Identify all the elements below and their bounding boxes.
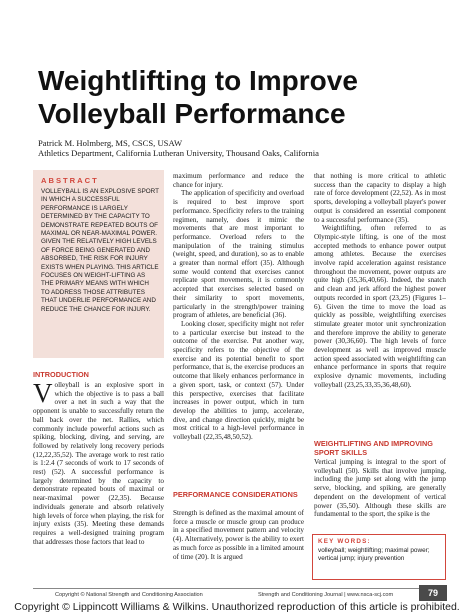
column-three-paragraph: Weightlifting, often referred to as Olympic-style lifting, is one of the most accepted methods to enhance power output among athletes. Because the exercises involve rapid acceleration against resistance throughout the movement, power outputs are quite high (35,36,40,66). Indeed, the snatch and clean and jerk afford the highest power outputs recorded in sport (23,25) (Figures 1–6). Given the time to move the load as quickly as possible, weightlifting exercises stimulate greater motor unit synchronization and therefore improve the ability to generate power (30,36,60). The high levels of force development as well as improved muscle action speed associated with weightlifting can enhance performance in sports that require explosive dynamic movements, including volleyball (23,25,33,35,36,48,60). bbox=[314, 224, 446, 389]
column-two-paragraph: The application of specificity and overload is required to best improve sport performance. Specificity refers to the training regimen, namely, does it mimic the movements that are most important to performance. Overload refers to the manipulation of the training stimulus (weight, speed, and duration), so as to enable a greater than normal effort (35). Although some would contend that exercises cannot replicate sport movements, it is commonly accepted that exercises selected based on their similarity to sport movements, particularly in the strength/power training program of athletes, are beneficial (36). bbox=[173, 189, 304, 320]
weightlifting-skills-body bbox=[314, 458, 446, 530]
keywords-box bbox=[312, 534, 446, 580]
introduction-text: olleyball is an explosive sport in which the objective is to pass a ball over a net in such a way that the opponent is unable to successfully return the ball back over the net. Rallies, which commonly include powerful actions such as spiking, blocking, diving, and serving, are followed by relatively long recovery periods (12,22,35,52). The average work to rest ratio is 1:2.4 (7 seconds of work to 17 seconds of rest) (52). A successful performance is largely determined by the capacity to demonstrate repeated bouts of maximal or near-maximal power (22,35). Because individuals generate and absorb relatively high levels of force when playing, the risk for injury exists (35). Meeting these demands requires a well-designed training program that addresses those factors that lead to bbox=[33, 381, 164, 546]
article-title: Weightlifting to Improve Volleyball Performance bbox=[38, 65, 358, 129]
weightlifting-skills-paragraph: Vertical jumping is integral to the sport of volleyball (50). Skills that involve jumping, including the jump set along with the jump serve, blocking, and spiking, are generally dependent on the development of vertical power (35,50). Although these skills are fundamental to the sport, the spike is the bbox=[314, 458, 446, 519]
column-two-paragraph: maximum performance and reduce the chance for injury. bbox=[173, 172, 304, 189]
column-three-body bbox=[314, 172, 446, 434]
weightlifting-skills-heading: WEIGHTLIFTING AND IMPROVING SPORT SKILLS bbox=[314, 439, 433, 457]
copyright-watermark: Copyright © Lippincott Williams & Wilkins. Unauthorized reproduction of this article is prohibited. bbox=[14, 601, 460, 613]
column-two-paragraph: Looking closer, specificity might not refer to a particular exercise but instead to the outcome of the exercise. Put another way, specificity refers to the objective of the exercise and its potential benefit to sport performance, that is, the exercise produces an outcome that likely enhances performance in a given sport, task, or context (57). Under this perspective, exercises that facilitate increases in power output, which in turn develop the abilities to jump, accelerate, dive, and change direction quickly, might be most critical to a high-level performance in volleyball (22,35,48,50,52). bbox=[173, 319, 304, 442]
column-two-body bbox=[173, 172, 304, 485]
column-three-paragraph: that nothing is more critical to athletic success than the capacity to display a high rate of force development (22,52). As in most sports, developing a volleyball player's power output is considered an essential component to a successful performance (35). bbox=[314, 172, 446, 224]
affiliation-line: Athletics Department, California Lutheran University, Thousand Oaks, California bbox=[38, 148, 319, 158]
abstract-heading: ABSTRACT bbox=[41, 176, 99, 185]
introduction-body bbox=[33, 381, 164, 585]
keywords-heading: KEY WORDS: bbox=[318, 538, 371, 545]
performance-heading: PERFORMANCE CONSIDERATIONS bbox=[173, 490, 298, 499]
footer-journal: Strength and Conditioning Journal | www.nsca-scj.com bbox=[258, 592, 394, 598]
author-line: Patrick M. Holmberg, MS, CSCS, USAW bbox=[38, 138, 183, 148]
introduction-heading: INTRODUCTION bbox=[33, 370, 89, 379]
dropcap-letter: V bbox=[33, 381, 53, 408]
page-number: 79 bbox=[419, 585, 447, 601]
abstract-text: VOLLEYBALL IS AN EXPLOSIVE SPORT IN WHICH A SUCCESSFUL PERFORMANCE IS LARGELY DETERMINED BY THE CAPACITY TO DEMONSTRATE REPEATED BOUTS OF MAXIMAL OR NEAR-MAXIMAL POWER. GIVEN THE RELATIVELY HIGH LEVELS OF FORCE BEING GENERATED AND ABSORBED, THE RISK FOR INJURY EXISTS WHEN PLAYING. THIS ARTICLE FOCUSES ON WEIGHT-LIFTING AS THE PRIMARY MEANS WITH WHICH TO ADDRESS THOSE ATTRIBUTES THAT UNDERLIE PERFORMANCE AND REDUCE THE CHANCE FOR INJURY. bbox=[41, 188, 159, 313]
performance-paragraph: Strength is defined as the maximal amount of force a muscle or muscle group can produce in a specified movement pattern and velocity (4). Alternatively, power is the ability to exert as much force as possible in a limited amount of time (20). It is argued bbox=[173, 509, 304, 561]
performance-body bbox=[173, 509, 304, 585]
footer-copyright: Copyright © National Strength and Conditioning Association bbox=[55, 592, 203, 598]
footer-rule bbox=[33, 588, 446, 589]
abstract-box bbox=[33, 170, 164, 358]
keywords-text: volleyball; weightlifting; maximal power; vertical jump; injury prevention bbox=[318, 547, 430, 562]
